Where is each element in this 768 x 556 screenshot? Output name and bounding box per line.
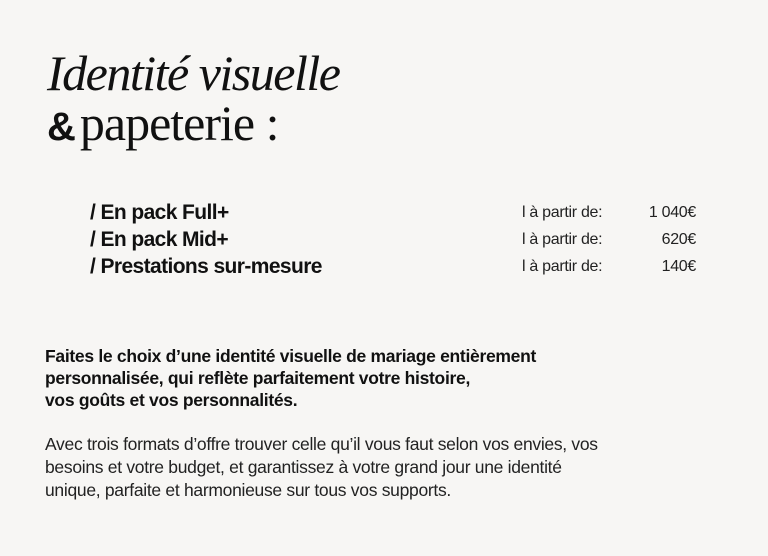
title-line-2 (47, 95, 339, 152)
offer-from-label: l à partir de: (522, 258, 603, 275)
offer-price: 1 040€ (648, 204, 696, 221)
lead-line: Faites le choix d’une identité visuelle de mariage entièrement (45, 346, 537, 366)
offer-row-custom (90, 253, 700, 280)
body-paragraph (45, 433, 725, 502)
title-ampersand: & (47, 105, 76, 149)
offer-list (90, 199, 700, 280)
body-line: unique, parfaite et harmonieuse sur tous vos supports. (45, 480, 451, 500)
offer-row-mid (90, 226, 700, 253)
body-line: Avec trois formats d’offre trouver celle qu’il vous faut selon vos envies, vos (45, 434, 598, 454)
lead-line: vos goûts et vos personnalités. (45, 390, 298, 410)
title-line-1: Identité visuelle (47, 45, 340, 101)
title-line-2-text: papeterie : (79, 95, 279, 151)
offer-row-full (90, 199, 700, 226)
page-title (47, 45, 340, 152)
offer-from-label: l à partir de: (522, 204, 603, 221)
offer-price: 140€ (661, 258, 696, 275)
body-line: besoins et votre budget, et garantissez à votre grand jour une identité (45, 457, 562, 477)
offer-name: / Prestations sur-mesure (90, 255, 322, 278)
offer-price: 620€ (661, 231, 696, 248)
lead-line: personnalisée, qui reflète parfaitement votre histoire, (45, 368, 471, 388)
lead-paragraph (45, 345, 695, 411)
offer-name: / En pack Mid+ (90, 228, 229, 251)
offer-from-label: l à partir de: (522, 231, 603, 248)
offer-name: / En pack Full+ (90, 201, 229, 224)
